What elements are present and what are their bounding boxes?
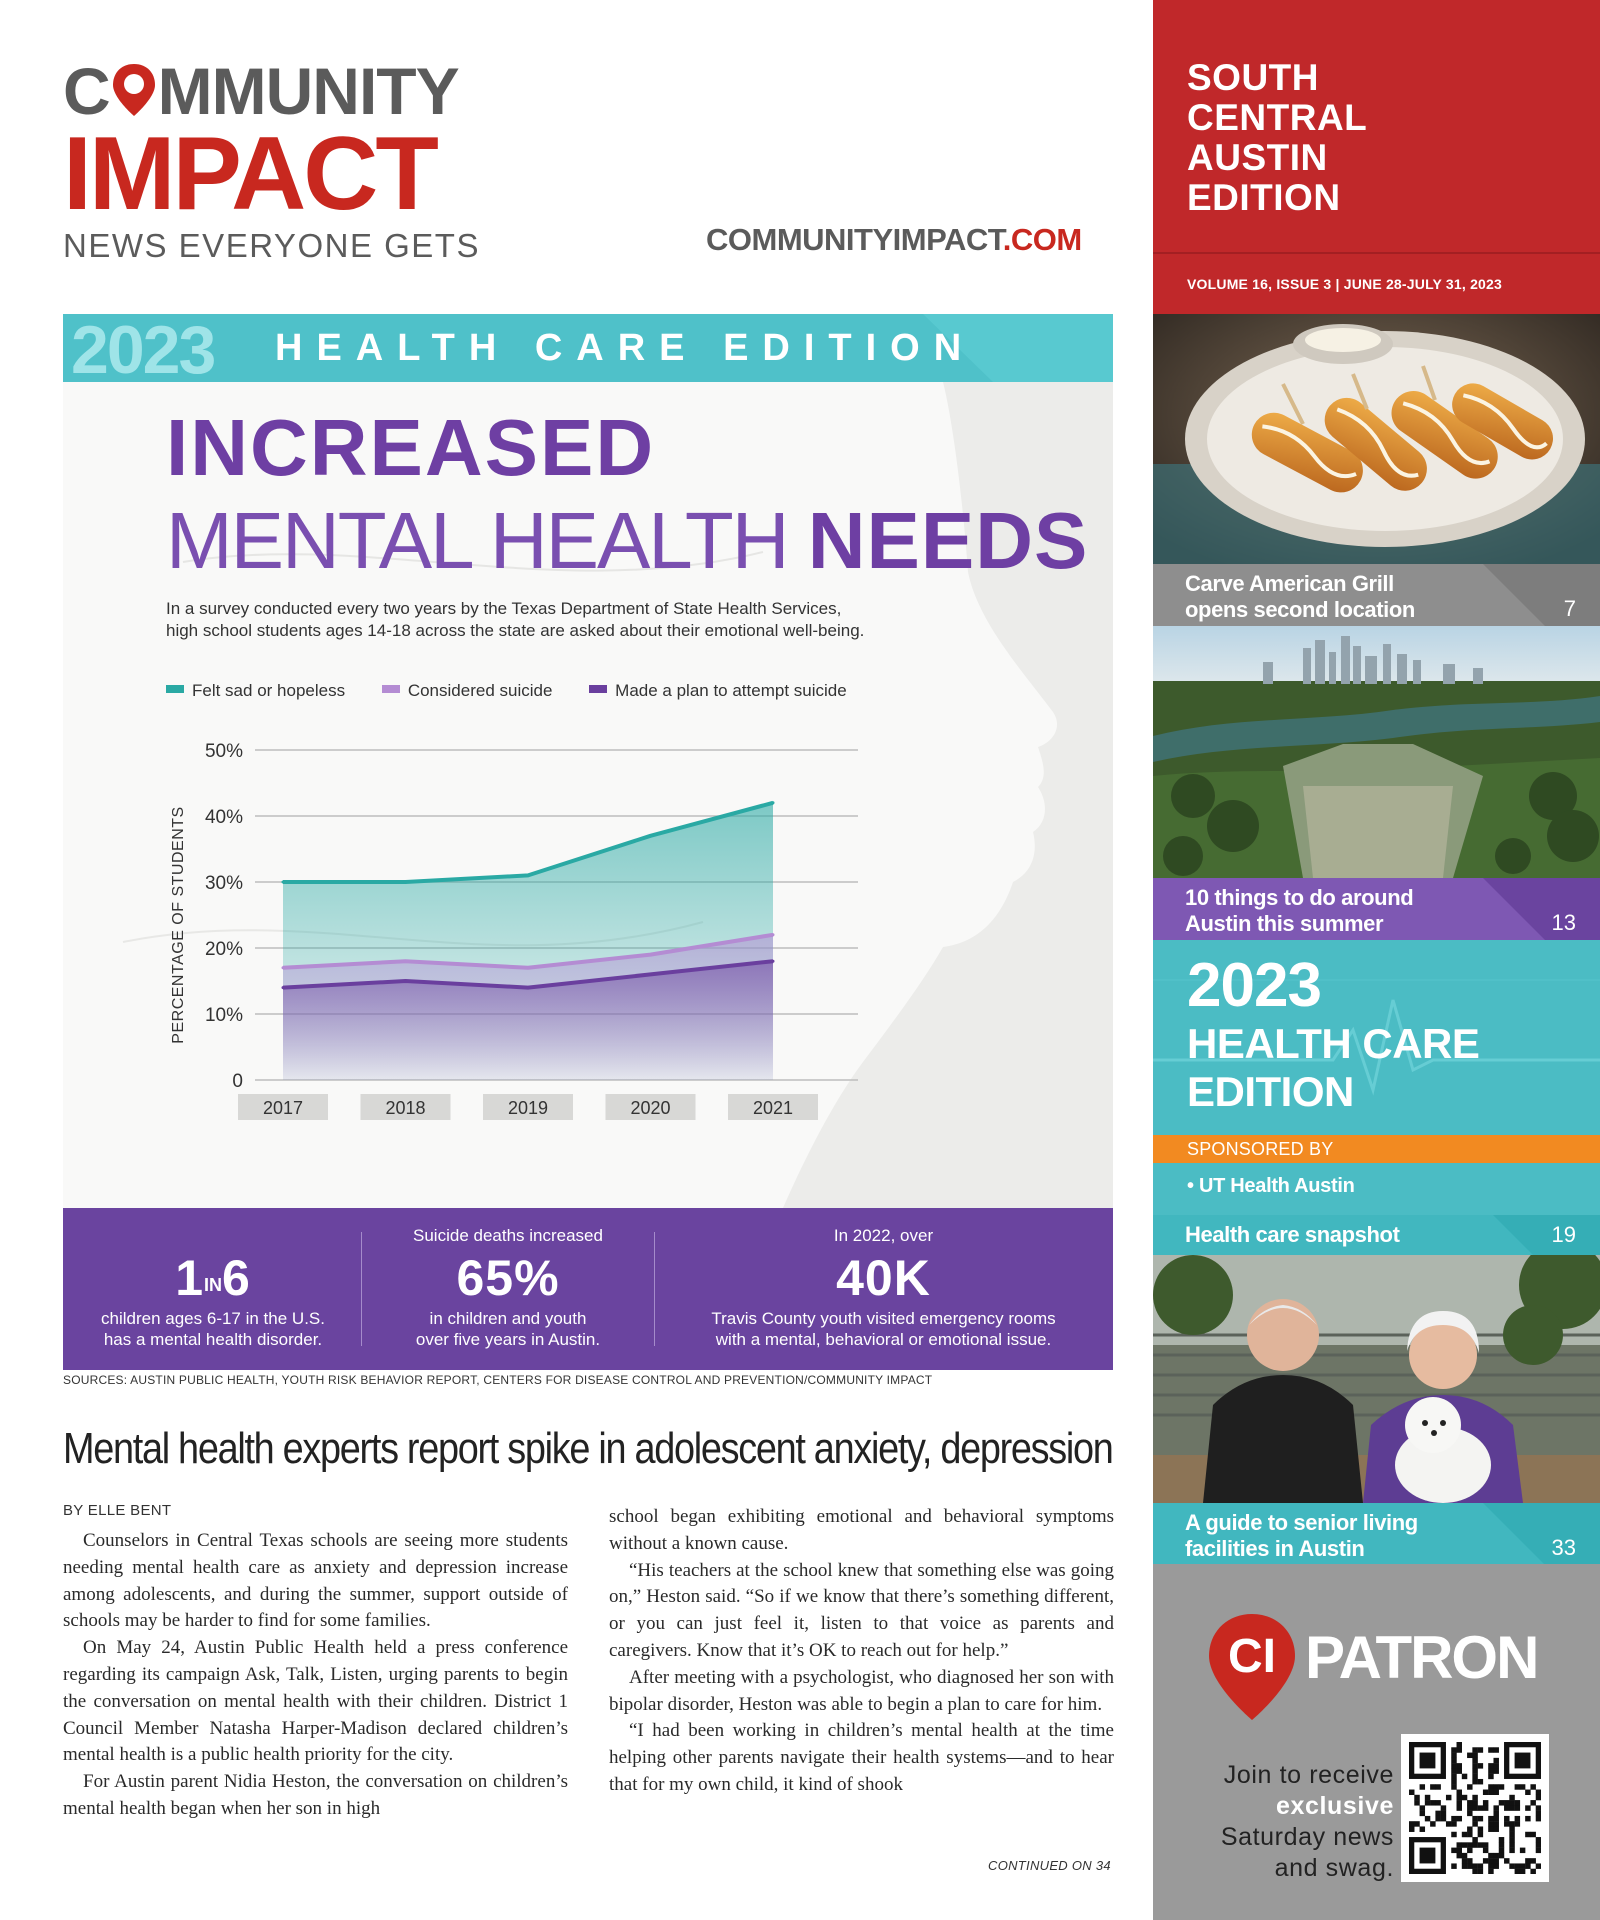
health-care-edition-promo[interactable] [1153,940,1600,1135]
story-teaser-snapshot[interactable] [1153,1215,1600,1255]
series-point [404,980,407,983]
stat-description: in children and youth over five years in Austin. [415,1309,601,1349]
chart-legend [166,681,879,701]
austin-aerial-photo[interactable] [1153,626,1600,878]
story-page-number: 7 [1563,596,1576,621]
story-page-number: 33 [1551,1535,1576,1560]
health-care-edition-banner [63,314,1113,382]
logo-wordmark-community: C MMUNITY [63,54,459,128]
article-headline[interactable]: Mental health experts report spike in adolescent anxiety, depression [63,1424,1113,1473]
promo-year: 2023 [1187,951,1321,1020]
ci-mark-text: CI [1228,1630,1276,1683]
y-tick-label: 0 [232,1071,243,1092]
infographic-intro: In a survey conducted every two years by the Texas Department of State Health Services, high school students ages 14-18 across the state are asked about their emotional well-being. [166,599,865,640]
x-tick-label: 2021 [752,1098,794,1118]
infographic-sources: SOURCES: AUSTIN PUBLIC HEALTH, YOUTH RISK BEHAVIOR REPORT, CENTERS FOR DISEASE CONTROL AND PREVENTION/COMMUNITY IMPACT [63,1373,933,1387]
story-teaser-things-to-do[interactable] [1153,878,1600,940]
legend-item-considered: Considered suicide [382,681,553,701]
series-point [527,986,530,989]
story-teaser-senior-living[interactable] [1153,1503,1600,1565]
series-point [772,801,775,804]
legend-item-sad: Felt sad or hopeless [166,681,345,701]
article-paragraph: school began exhibiting emotional and behavioral symptoms without a known cause. [609,1506,1114,1554]
area-chart [63,720,1113,1140]
legend-swatch [382,685,400,693]
patron-word: PATRON [1305,1624,1538,1691]
stat-value: 65% [456,1250,560,1306]
series-point [772,960,775,963]
series-point [527,874,530,877]
stat-value: 40K [836,1250,931,1306]
sponsor-list [1153,1163,1600,1215]
article-paragraph: Counselors in Central Texas schools are seeing more students needing mental health care as anxiety and depression increase among adolescents, and during the summer, support outside of schools may be harder to find for some families. [63,1530,568,1632]
article-column-1 [63,1528,568,1823]
stat-description: Travis County youth visited emergency rooms with a mental, behavioral or emotional issue. [711,1309,1056,1349]
stat-suicide-deaths [361,1208,655,1370]
story-teaser-title: A guide to senior living facilities in Austin [1185,1510,1418,1561]
x-tick-label: 2017 [262,1098,304,1118]
y-tick-label: 50% [204,741,243,762]
site-url-link[interactable]: COMMUNITYIMPACT.COM [706,222,1082,257]
y-axis-label: PERCENTAGE OF STUDENTS [170,806,187,1044]
corn-dogs-photo[interactable] [1153,314,1600,564]
senior-couple-photo[interactable] [1153,1255,1600,1503]
y-tick-label: 10% [204,1005,243,1026]
stat-one-in-six [63,1208,363,1370]
x-tick-label: 2020 [630,1098,671,1118]
story-page-number: 19 [1551,1222,1576,1247]
sidebar [1153,0,1600,1920]
y-tick-label: 40% [204,807,243,828]
legend-item-plan: Made a plan to attempt suicide [589,681,847,701]
series-point [527,966,530,969]
article-byline: BY ELLE BENT [63,1502,172,1519]
y-tick-label: 20% [204,939,243,960]
stat-description: children ages 6-17 in the U.S. has a mental health disorder. [101,1309,325,1349]
stat-er-visits [654,1208,1113,1370]
article-paragraph: After meeting with a psychologist, who diagnosed her son with bipolar disorder, Heston was able to begin a plan to care for him. [609,1666,1114,1715]
series-point [649,953,652,956]
edition-rule [1153,252,1600,254]
continued-jump-link[interactable]: CONTINUED ON 34 [988,1858,1111,1873]
qr-code-graphic [1409,1742,1541,1874]
story-teaser-title: Health care snapshot [1185,1222,1400,1247]
series-point [772,933,775,936]
map-pin-icon [111,62,157,118]
infographic-subheadline: MENTAL HEALTH NEEDS [166,496,1089,585]
sponsored-by-label: SPONSORED BY [1187,1139,1334,1159]
sponsored-by-bar [1153,1135,1600,1163]
series-point [282,966,285,969]
legend-swatch [589,685,607,693]
article-paragraph: “I had been working in children’s mental health at the time helping other parents navigate their health systems—and to hear that for my own child, it kind of shook [609,1720,1114,1795]
story-teaser-carve[interactable] [1153,564,1600,626]
ci-patron-logo [1207,1612,1567,1722]
infographic-headline: INCREASED [166,403,656,492]
patron-cta: Join to receive exclusive Saturday news and swag. [1220,1761,1394,1882]
legend-swatch [166,685,184,693]
series-point [404,881,407,884]
article-paragraph: For Austin parent Nidia Heston, the conversation on children’s mental health began when her son in high [63,1771,568,1819]
article-paragraph: “His teachers at the school knew that something else was going on,” Heston said. “So if we know that there’s something different, or you can just feel it, listen to that voice as parents and caregivers. Know that it’s OK to reach out for help.” [609,1559,1114,1661]
sponsor-ut-health-austin[interactable]: • UT Health Austin [1187,1175,1355,1197]
series-point [282,986,285,989]
series-point [404,960,407,963]
story-teaser-title: 10 things to do around Austin this summer [1185,885,1414,936]
series-point [282,881,285,884]
stat-kicker: Suicide deaths increased [413,1226,603,1245]
stats-band [63,1208,1113,1370]
edition-name: SOUTH CENTRAL AUSTIN EDITION [1187,57,1368,218]
article-column-2 [609,1504,1114,1799]
ci-patron-promo[interactable] [1153,1564,1600,1920]
series-point [649,834,652,837]
article-paragraph: On May 24, Austin Public Health held a press conference regarding its campaign Ask, Talk, Listen, urging parents to begin the conversation on mental health with their children. District 1 Council Member Natasha Harper-Madison declared children’s mental health is a public health priority for the city. [63,1637,568,1766]
logo-tagline: NEWS EVERYONE GETS [63,227,480,264]
stat-value: 1IN6 [175,1250,251,1306]
banner-label: HEALTH CARE EDITION [275,327,976,369]
x-tick-label: 2019 [507,1098,549,1118]
qr-code[interactable] [1401,1734,1549,1882]
y-tick-label: 30% [204,873,243,894]
edition-header [1153,0,1600,314]
story-teaser-title: Carve American Grill opens second location [1185,571,1415,622]
x-tick-label: 2018 [385,1098,426,1118]
logo-wordmark-impact: IMPACT [63,116,436,232]
series-point [649,973,652,976]
promo-title: HEALTH CARE EDITION [1187,1020,1480,1115]
banner-year: 2023 [71,314,215,382]
story-page-number: 13 [1551,910,1576,935]
issue-info: VOLUME 16, ISSUE 3 | JUNE 28-JULY 31, 2023 [1187,276,1503,292]
stat-kicker: In 2022, over [833,1226,934,1245]
community-impact-logo[interactable] [63,54,493,264]
